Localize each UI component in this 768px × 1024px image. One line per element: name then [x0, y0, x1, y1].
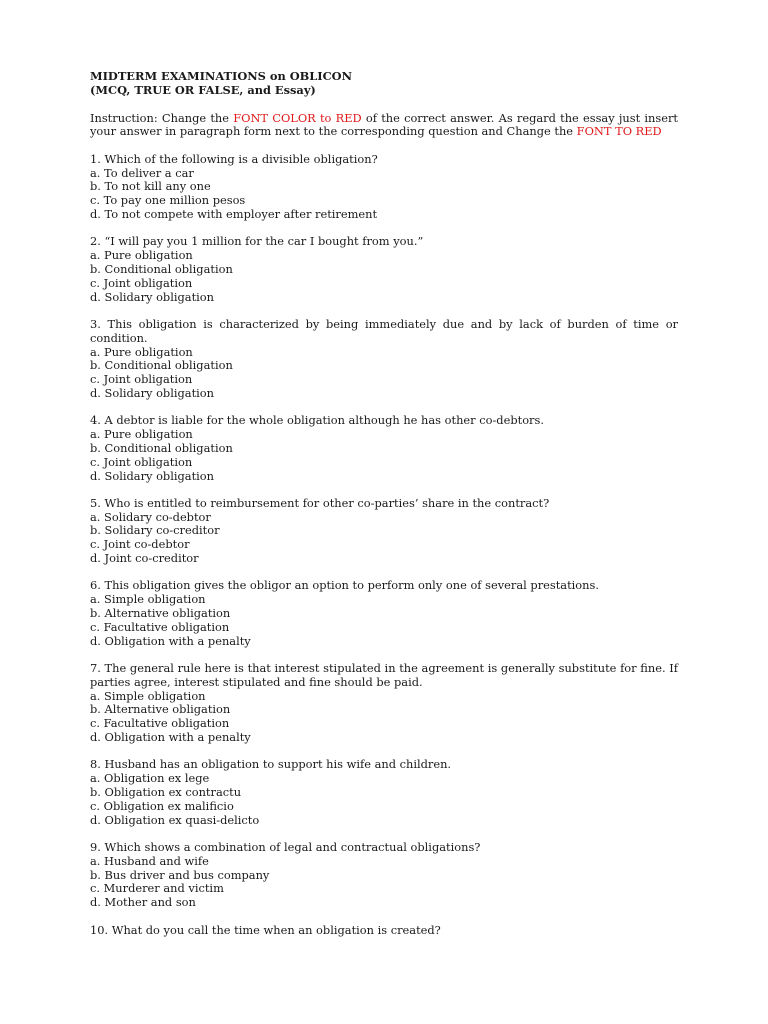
question-block — [90, 662, 678, 745]
answer-option: a. Obligation ex lege — [90, 771, 210, 786]
answer-option: a. Simple obligation — [90, 688, 206, 703]
question-list — [90, 153, 678, 938]
question-text: 8. Husband has an obligation to support his wife and children. — [90, 757, 452, 772]
answer-option: d. Solidary obligation — [90, 289, 214, 304]
answer-option: b. Obligation ex contractu — [90, 785, 242, 800]
question-text: 5. Who is entitled to reimbursement for other co-parties’ share in the contract? — [90, 495, 550, 510]
answer-option: c. Joint obligation — [90, 454, 193, 469]
answer-option: b. Solidary co-creditor — [90, 523, 220, 538]
answer-option: b. Alternative obligation — [90, 606, 231, 621]
answer-option: b. To not kill any one — [90, 179, 211, 194]
title-line-1: MIDTERM EXAMINATIONS on OBLICON — [90, 69, 352, 83]
instruction-text-1: Instruction: Change the — [90, 110, 234, 125]
question-block — [90, 579, 678, 648]
answer-option: c. Facultative obligation — [90, 619, 230, 634]
question-text: 7. The general rule here is that interest stipulated in the agreement is generally substitute for fine. If parties agree, interest stipulated and fine should be paid. — [90, 661, 678, 689]
answer-option: d. Solidary obligation — [90, 468, 214, 483]
answer-option: c. Obligation ex malificio — [90, 798, 234, 813]
exam-title — [90, 70, 678, 98]
answer-option: c. Murderer and victim — [90, 881, 224, 896]
question-text: 4. A debtor is liable for the whole obligation although he has other co-debtors. — [90, 413, 544, 428]
question-text: 10. What do you call the time when an obligation is created? — [90, 922, 441, 937]
instruction-paragraph — [90, 112, 678, 140]
instruction-highlight-1: FONT COLOR to RED — [233, 110, 362, 125]
question-text: 1. Which of the following is a divisible obligation? — [90, 151, 378, 166]
question-block — [90, 153, 678, 222]
answer-option: c. Joint obligation — [90, 275, 193, 290]
answer-option: a. Husband and wife — [90, 853, 209, 868]
answer-option: c. To pay one million pesos — [90, 193, 246, 208]
answer-option: d. Obligation with a penalty — [90, 730, 251, 745]
answer-option: a. Pure obligation — [90, 427, 193, 442]
question-block — [90, 758, 678, 827]
question-text: 3. This obligation is characterized by being immediately due and by lack of burden of time or condition. — [90, 316, 678, 345]
answer-option: c. Joint co-debtor — [90, 537, 190, 552]
answer-option: b. Bus driver and bus company — [90, 867, 270, 882]
answer-option: d. Joint co-creditor — [90, 551, 199, 566]
answer-option: b. Alternative obligation — [90, 702, 231, 717]
answer-option: a. Solidary co-debtor — [90, 509, 211, 524]
question-block — [90, 924, 678, 938]
answer-option: d. Solidary obligation — [90, 385, 214, 400]
answer-option: b. Conditional obligation — [90, 261, 233, 276]
document-page — [90, 70, 678, 937]
answer-option: d. Mother and son — [90, 895, 196, 910]
answer-option: d. Obligation ex quasi-delicto — [90, 812, 260, 827]
answer-option: c. Joint obligation — [90, 372, 193, 387]
answer-option: d. To not compete with employer after retirement — [90, 206, 378, 221]
question-text: 9. Which shows a combination of legal and contractual obligations? — [90, 840, 481, 854]
question-block — [90, 841, 678, 910]
answer-option: b. Conditional obligation — [90, 440, 233, 455]
question-block — [90, 497, 678, 566]
question-text: 2. “I will pay you 1 million for the car I bought from you.” — [90, 234, 424, 249]
question-block — [90, 318, 678, 401]
answer-option: a. To deliver a car — [90, 165, 194, 180]
answer-option: a. Pure obligation — [90, 344, 193, 359]
answer-option: a. Simple obligation — [90, 592, 206, 607]
title-line-2: (MCQ, TRUE OR FALSE, and Essay) — [90, 82, 316, 97]
question-block — [90, 414, 678, 483]
answer-option: d. Obligation with a penalty — [90, 633, 251, 648]
answer-option: a. Pure obligation — [90, 248, 193, 263]
question-block — [90, 235, 678, 304]
instruction-highlight-2: FONT TO RED — [576, 124, 662, 139]
answer-option: b. Conditional obligation — [90, 358, 233, 373]
answer-option: c. Facultative obligation — [90, 716, 230, 731]
instruction-text-2: of the correct answer. As regard the essay just insert your answer in paragraph form next to the corresponding question and Change the — [90, 110, 678, 139]
question-text: 6. This obligation gives the obligor an option to perform only one of several prestations. — [90, 578, 599, 593]
